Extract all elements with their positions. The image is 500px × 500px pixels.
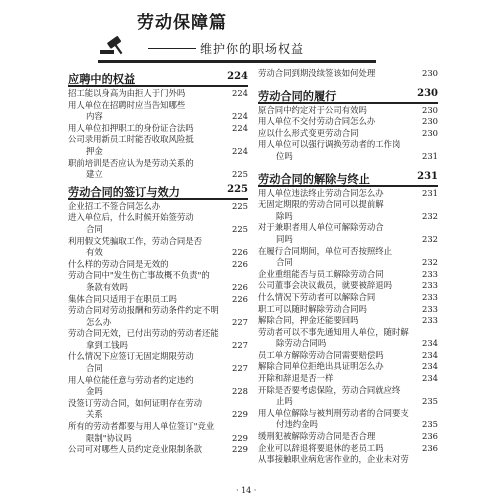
toc-entry [68, 212, 248, 224]
page-ref: 233 [422, 268, 438, 279]
page-ref: 226 [232, 258, 248, 269]
page-ref: 233 [422, 291, 438, 302]
toc-entry [68, 375, 248, 387]
toc-entry-continuation [68, 433, 248, 445]
toc-entry [258, 431, 438, 443]
toc-entry-continuation [68, 340, 248, 352]
entry-text: 劳动者可以不事先通知用人单位，随时解 [258, 326, 409, 337]
entry-text: 对于兼职者用人单位可解除劳动合 [258, 222, 384, 233]
toc-entry [258, 454, 438, 466]
page-ref: 224 [232, 111, 248, 122]
toc-section-heading [68, 70, 248, 87]
page-ref: 227 [232, 316, 248, 327]
page-title: 劳动保障篇 [137, 13, 227, 33]
page-ref: 229 [232, 409, 248, 420]
entry-text: 公司董事会决议裁员，就要被辞退吗 [258, 280, 392, 291]
page-ref: 227 [232, 363, 248, 374]
toc-entry [68, 294, 248, 306]
entry-text: 劳动合同无效，已付出劳动的劳动者还能 [68, 328, 219, 339]
toc-entry [258, 304, 438, 316]
page-subtitle: 维护你的职场权益 [200, 42, 305, 56]
entry-text: 招工能以身高为由拒人于门外吗 [68, 88, 186, 98]
page-ref: 236 [422, 442, 438, 453]
page-ref: 234 [422, 349, 438, 360]
entry-text: 无固定期限的劳动合同可以提前解 [258, 199, 384, 210]
page-number: · 14 · [236, 486, 257, 495]
toc-section-heading [258, 170, 438, 187]
toc-entry [258, 443, 438, 455]
entry-text: 劳动合同到期没续签该如何处理 [258, 68, 376, 78]
toc-entry [258, 292, 438, 304]
header-rule [98, 60, 376, 63]
page-ref: 232 [422, 233, 438, 244]
entry-text: 怎么办 [86, 316, 112, 327]
toc-entry [258, 128, 438, 140]
entry-text: 开除和辞退是否一样 [258, 373, 334, 384]
toc-entry-continuation [258, 211, 438, 223]
entry-text: 位吗 [276, 150, 293, 161]
toc-entry [258, 68, 438, 80]
page-ref: 226 [232, 293, 248, 304]
entry-text: 合同 [86, 223, 103, 234]
toc-entry [258, 105, 438, 117]
toc-entry-continuation [258, 151, 438, 163]
entry-text: 限制"协议吗 [86, 432, 132, 443]
toc-entry-continuation [258, 396, 438, 408]
page-ref: 230 [422, 104, 438, 115]
entry-text: 解除合同单位拒绝出具证明怎么办 [258, 361, 384, 372]
entry-text: 合同 [86, 363, 103, 374]
toc-entry [258, 199, 438, 211]
page-ref: 234 [422, 373, 438, 384]
section-underline [258, 102, 438, 104]
spacer [258, 80, 438, 85]
toc-entry [68, 259, 248, 271]
page-ref: 230 [422, 116, 438, 127]
page-ref: 229 [232, 444, 248, 455]
page-ref: 224 [232, 122, 248, 133]
page-ref: 231 [422, 150, 438, 161]
toc-entry-continuation [68, 146, 248, 158]
toc-entry [258, 327, 438, 339]
entry-text: 劳动合同中"发生伤亡事故概不负责"的 [68, 270, 210, 281]
page-ref: 233 [422, 280, 438, 291]
toc-entry [258, 222, 438, 234]
entry-text: 开除是否要考虑保险，劳动合同就应终 [258, 384, 401, 395]
entry-text: 合同 [276, 257, 293, 268]
page-ref: 233 [422, 315, 438, 326]
toc-entry-continuation [68, 169, 248, 181]
entry-text: 企业招工不签合同怎么办 [68, 200, 161, 211]
toc-entry-continuation [258, 257, 438, 269]
page-ref: 231 [422, 187, 438, 198]
entry-text: 拿到工钱吗 [86, 339, 128, 350]
toc-entry [258, 361, 438, 373]
page-ref: 227 [232, 339, 248, 350]
entry-text: 金吗 [86, 386, 103, 397]
toc-entry [68, 398, 248, 410]
page-ref: 225 [232, 200, 248, 211]
entry-text: 止吗 [276, 396, 293, 407]
toc-entry [258, 269, 438, 281]
toc-entry [258, 315, 438, 327]
entry-text: 除吗 [276, 210, 293, 221]
toc-entry [68, 123, 248, 135]
page-ref: 234 [422, 361, 438, 372]
page-ref: 230 [417, 87, 438, 99]
gavel-icon [98, 34, 126, 56]
entry-text: 员工单方解除劳动合同需要赔偿吗 [258, 349, 384, 360]
entry-text: 关系 [86, 409, 103, 420]
toc-entry [68, 201, 248, 213]
entry-text: 集体合同只适用于在职员工吗 [68, 293, 177, 304]
toc-entry [68, 351, 248, 363]
entry-text: 用人单位能任意与劳动者约定违约 [68, 374, 194, 385]
entry-text: 公司可对哪些人员约定竞业限制条款 [68, 444, 202, 455]
page-ref: 232 [422, 210, 438, 221]
entry-text: 用人单位解除与被判刑劳动者的合同要支 [258, 407, 409, 418]
toc-entry [68, 134, 248, 146]
entry-text: 利用假文凭骗取工作，劳动合同是否 [68, 235, 202, 246]
entry-text: 什么样的劳动合同是无效的 [68, 258, 169, 269]
toc-entry [258, 408, 438, 420]
page-ref: 225 [232, 169, 248, 180]
entry-text: 缓刑犯被解除劳动合同是否合理 [258, 431, 376, 442]
entry-text: 什么情况下应签订无固定期限劳动 [68, 351, 194, 362]
entry-text: 劳动合同对劳动报酬和劳动条件约定不明 [68, 305, 219, 316]
page-ref: 224 [232, 145, 248, 156]
toc-entry [68, 328, 248, 340]
entry-text: 没签订劳动合同，如何证明存在劳动 [68, 397, 202, 408]
entry-text: 用人单位扣押职工的身份证合法吗 [68, 122, 194, 133]
toc-entry-continuation [68, 386, 248, 398]
subtitle-dash [148, 48, 196, 49]
page-ref: 226 [232, 281, 248, 292]
toc-entry [258, 139, 438, 151]
entry-text: 押金 [86, 145, 103, 156]
entry-text: 用人单位可以强行调换劳动者的工作岗 [258, 139, 401, 150]
toc-section-heading [258, 87, 438, 104]
entry-text: 内容 [86, 111, 103, 122]
toc-entry [258, 350, 438, 362]
toc-section-heading [68, 183, 248, 200]
page-ref: 232 [422, 257, 438, 268]
entry-text: 用人单位违法终止劳动合同怎么办 [258, 187, 384, 198]
page-ref: 235 [422, 419, 438, 430]
page-ref: 235 [422, 396, 438, 407]
page-ref: 234 [422, 338, 438, 349]
entry-text: 从事接触职业病危害作业的，企业未对劳 [258, 454, 409, 465]
toc-entry-continuation [68, 282, 248, 294]
toc-entry [68, 305, 248, 317]
toc-entry [68, 444, 248, 456]
toc-entry [258, 116, 438, 128]
page-ref: 226 [232, 247, 248, 258]
entry-text: 同吗 [276, 233, 293, 244]
page-ref: 224 [227, 71, 248, 82]
entry-text: 企业可以辞退将要退休的老员工吗 [258, 442, 384, 453]
entry-text: 条款有效吗 [86, 281, 128, 292]
entry-text: 所有的劳动者都要与用人单位签订"竞业 [68, 421, 215, 432]
entry-text: 用人单位在招聘时应当告知哪些 [68, 99, 186, 110]
toc-entry-continuation [258, 234, 438, 246]
toc-entry-continuation [68, 111, 248, 123]
page-ref: 231 [417, 170, 438, 182]
page-ref: 230 [422, 127, 438, 138]
entry-text: 在履行合同期间，单位可否按照终止 [258, 245, 392, 256]
toc-left-column [68, 68, 248, 456]
section-underline [68, 85, 248, 87]
toc-entry-continuation [68, 247, 248, 259]
toc-entry [258, 188, 438, 200]
section-title: 劳动合同的签订与效力 [68, 184, 180, 199]
entry-text: 用人单位不交付劳动合同怎么办 [258, 116, 376, 127]
toc-entry-continuation [258, 338, 438, 350]
page-ref: 228 [232, 386, 248, 397]
entry-text: 解除合同，押金还能要回吗 [258, 315, 359, 326]
page-ref: 233 [422, 303, 438, 314]
spacer [258, 163, 438, 168]
entry-text: 应以什么形式变更劳动合同 [258, 127, 359, 138]
page-ref: 225 [227, 183, 248, 195]
section-underline [258, 185, 438, 187]
page-ref: 225 [232, 223, 248, 234]
toc-entry-continuation [68, 363, 248, 375]
toc-entry [68, 100, 248, 112]
entry-text: 有效 [86, 247, 103, 258]
section-underline [68, 198, 248, 200]
page-ref: 229 [232, 432, 248, 443]
toc-entry [68, 421, 248, 433]
section-title: 劳动合同的解除与终止 [258, 171, 370, 186]
toc-entry [68, 88, 248, 100]
entry-text: 职工可以随时解除劳动合同吗 [258, 303, 367, 314]
toc-entry-continuation [68, 317, 248, 329]
toc-entry-continuation [68, 409, 248, 421]
section-title: 应聘中的权益 [68, 72, 136, 86]
toc-entry [258, 373, 438, 385]
entry-text: 企业重组能否与员工解除劳动合同 [258, 268, 384, 279]
entry-text: 公司录用新员工时能否收取风险抵 [68, 134, 194, 145]
entry-text: 什么情况下劳动者可以解除合同 [258, 291, 376, 302]
toc-entry-continuation [68, 224, 248, 236]
toc-entry [258, 385, 438, 397]
page-ref: 224 [232, 88, 248, 98]
toc-entry [68, 158, 248, 170]
entry-text: 除劳动合同吗 [276, 338, 327, 349]
toc-entry-continuation [258, 419, 438, 431]
entry-text: 付违约金吗 [276, 419, 318, 430]
section-title: 劳动合同的履行 [258, 88, 337, 103]
entry-text: 原合同中约定对于公司有效吗 [258, 104, 367, 115]
toc-right-column [258, 68, 438, 466]
toc-entry [258, 246, 438, 258]
page-ref: 236 [422, 431, 438, 442]
toc-entry [68, 270, 248, 282]
page-ref: 230 [422, 68, 438, 78]
page-header [0, 0, 500, 64]
entry-text: 职前培训是否应认为是劳动关系的 [68, 157, 194, 168]
toc-entry [258, 280, 438, 292]
entry-text: 进入单位后，什么时候开始签劳动 [68, 212, 194, 223]
entry-text: 建立 [86, 169, 103, 180]
toc-entry [68, 236, 248, 248]
